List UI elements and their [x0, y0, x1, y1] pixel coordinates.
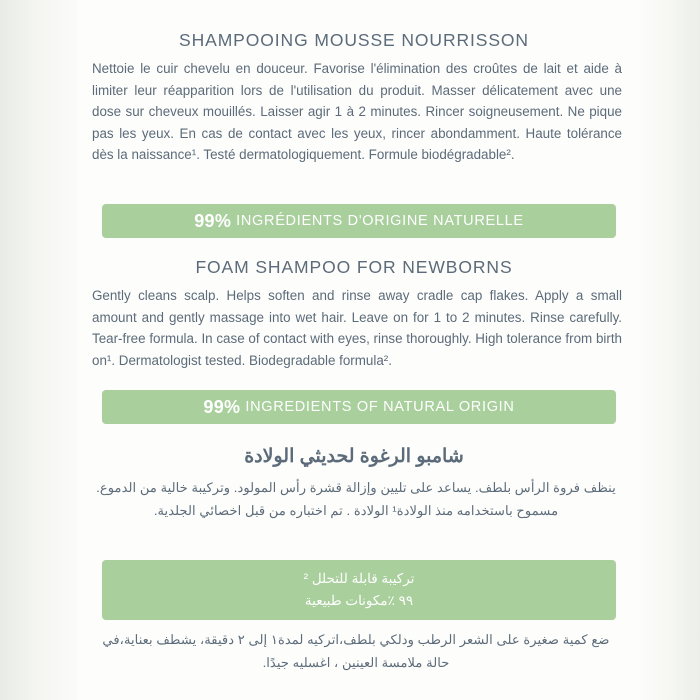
english-banner-label: INGREDIENTS OF NATURAL ORIGIN: [245, 399, 515, 415]
arabic-natural-origin-banner: [102, 560, 616, 620]
arabic-section: [80, 445, 628, 468]
label-content: [80, 0, 628, 700]
french-banner-label: INGRÉDIENTS D'ORIGINE NATURELLE: [236, 213, 524, 229]
english-body-text: Gently cleans scalp. Helps soften and rinse away cradle cap flakes. Apply a small amount and gently massage into wet hair. Leave on for 1 to 2 minutes. Rinse carefully. Tear-free formula. In case of contact with eyes, rinse thoroughly. High tolerance from birth on¹. Dermatologist tested. Biodegradable formula².: [92, 288, 622, 368]
french-body-block: [92, 58, 622, 166]
english-title: FOAM SHAMPOO FOR NEWBORNS: [195, 257, 513, 277]
arabic-banner-inner: [102, 560, 616, 620]
english-body-block: [92, 285, 622, 371]
french-banner-inner: [102, 204, 616, 238]
label-right-shading: [640, 0, 700, 700]
english-section: [80, 257, 628, 278]
arabic-title: شامبو الرغوة لحديثي الولادة: [244, 446, 464, 467]
label-left-shading: [0, 0, 78, 700]
french-title: SHAMPOOING MOUSSE NOURRISSON: [179, 30, 529, 50]
arabic-body-block: [90, 476, 622, 522]
french-natural-origin-banner: [102, 204, 616, 238]
arabic-banner-line1: تركيبة قابلة للتحلل ²: [303, 571, 415, 586]
french-section: [80, 30, 628, 51]
arabic-banner-line2: ٩٩ ٪مكونات طبيعية: [304, 593, 414, 608]
french-banner-percent: 99%: [194, 210, 232, 231]
english-banner-inner: [102, 390, 616, 424]
arabic-directions-text: ضع كمية صغيرة على الشعر الرطب ودلكي بلطف،اتركيه لمدة١ إلى ٢ دقيقة، يشطف بعناية،في حالة ملامسة العينين ، اغسليه جيدًا.: [102, 632, 610, 670]
english-natural-origin-banner: [102, 390, 616, 424]
english-banner-percent: 99%: [203, 396, 241, 417]
arabic-body-text: ينظف فروة الرأس بلطف. يساعد على تليين وإزالة قشرة رأس المولود. وتركيبة خالية من الدموع. مسموح باستخدامه منذ الولادة¹ الولادة . تم اختباره من قبل اخصائي الجلدية.: [96, 480, 616, 518]
arabic-directions-block: [90, 628, 622, 674]
french-body-text: Nettoie le cuir chevelu en douceur. Favorise l'élimination des croûtes de lait et aide à limiter leur réapparition lors de l'utilisation du produit. Masser délicatement avec une dose sur cheveux mouillés. Laisser agir 1 à 2 minutes. Rincer soigneusement. Ne pique pas les yeux. En cas de contact avec les yeux, rincer abondamment. Haute tolérance dès la naissance¹. Testé dermatologiquement. Formule biodégradable².: [92, 61, 622, 162]
